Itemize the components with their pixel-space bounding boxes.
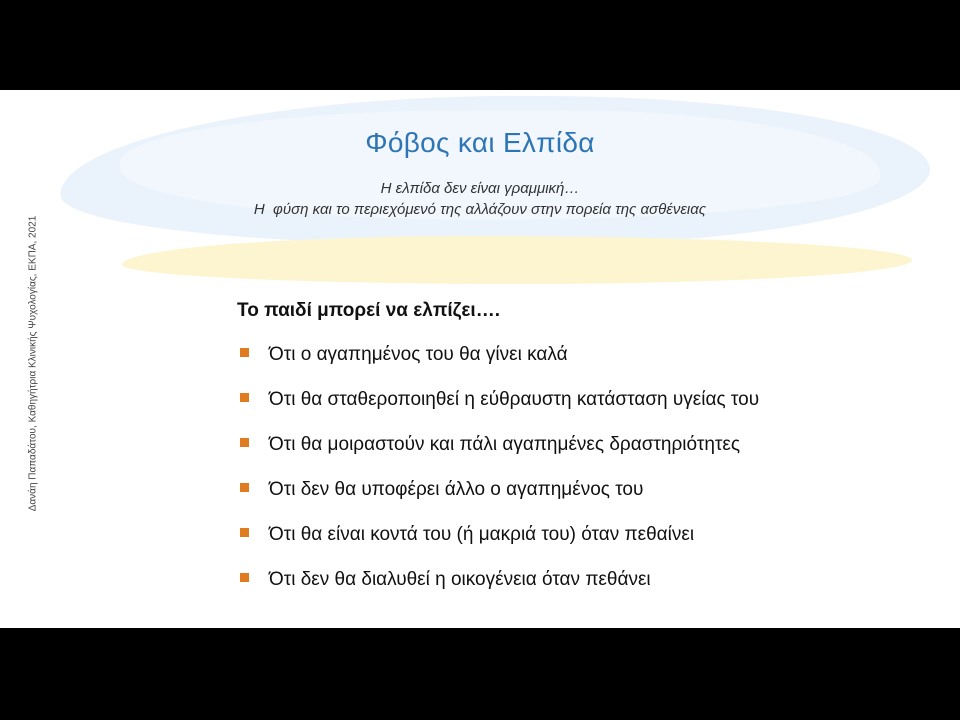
square-bullet-icon	[240, 573, 249, 582]
list-heading: Το παιδί μπορεί να ελπίζει….	[237, 300, 500, 321]
author-credit-vertical: Δανάη Παπαδάτου, Καθηγήτρια Κλινικής Ψυχολογίας, ΕΚΠΑ, 2021	[27, 215, 39, 512]
slide-title: Φόβος και Ελπίδα	[365, 127, 595, 158]
list-item-text: Ότι θα σταθεροποιηθεί η εύθραυστη κατάσταση υγείας του	[269, 389, 760, 410]
list-item-text: Ότι θα είναι κοντά του (ή μακριά του) όταν πεθαίνει	[269, 524, 695, 545]
square-bullet-icon	[240, 528, 249, 537]
list-item-text: Ότι δεν θα υποφέρει άλλο ο αγαπημένος του	[269, 479, 644, 500]
square-bullet-icon	[240, 483, 249, 492]
yellow-watercolor-band	[122, 236, 912, 284]
slide	[0, 90, 960, 628]
list-item-text: Ότι θα μοιραστούν και πάλι αγαπημένες δραστηριότητες	[269, 434, 741, 455]
slide-subtitle	[0, 178, 960, 220]
square-bullet-icon	[240, 438, 249, 447]
square-bullet-icon	[240, 348, 249, 357]
subtitle-line-1: Η ελπίδα δεν είναι γραμμική…	[380, 180, 580, 197]
list-item-text: Ότι δεν θα διαλυθεί η οικογένεια όταν πεθάνει	[269, 569, 651, 590]
subtitle-line-2: Η φύση και το περιεχόμενό της αλλάζουν στην πορεία της ασθένειας	[253, 201, 707, 218]
list-item-text: Ότι ο αγαπημένος του θα γίνει καλά	[269, 344, 568, 365]
square-bullet-icon	[240, 393, 249, 402]
